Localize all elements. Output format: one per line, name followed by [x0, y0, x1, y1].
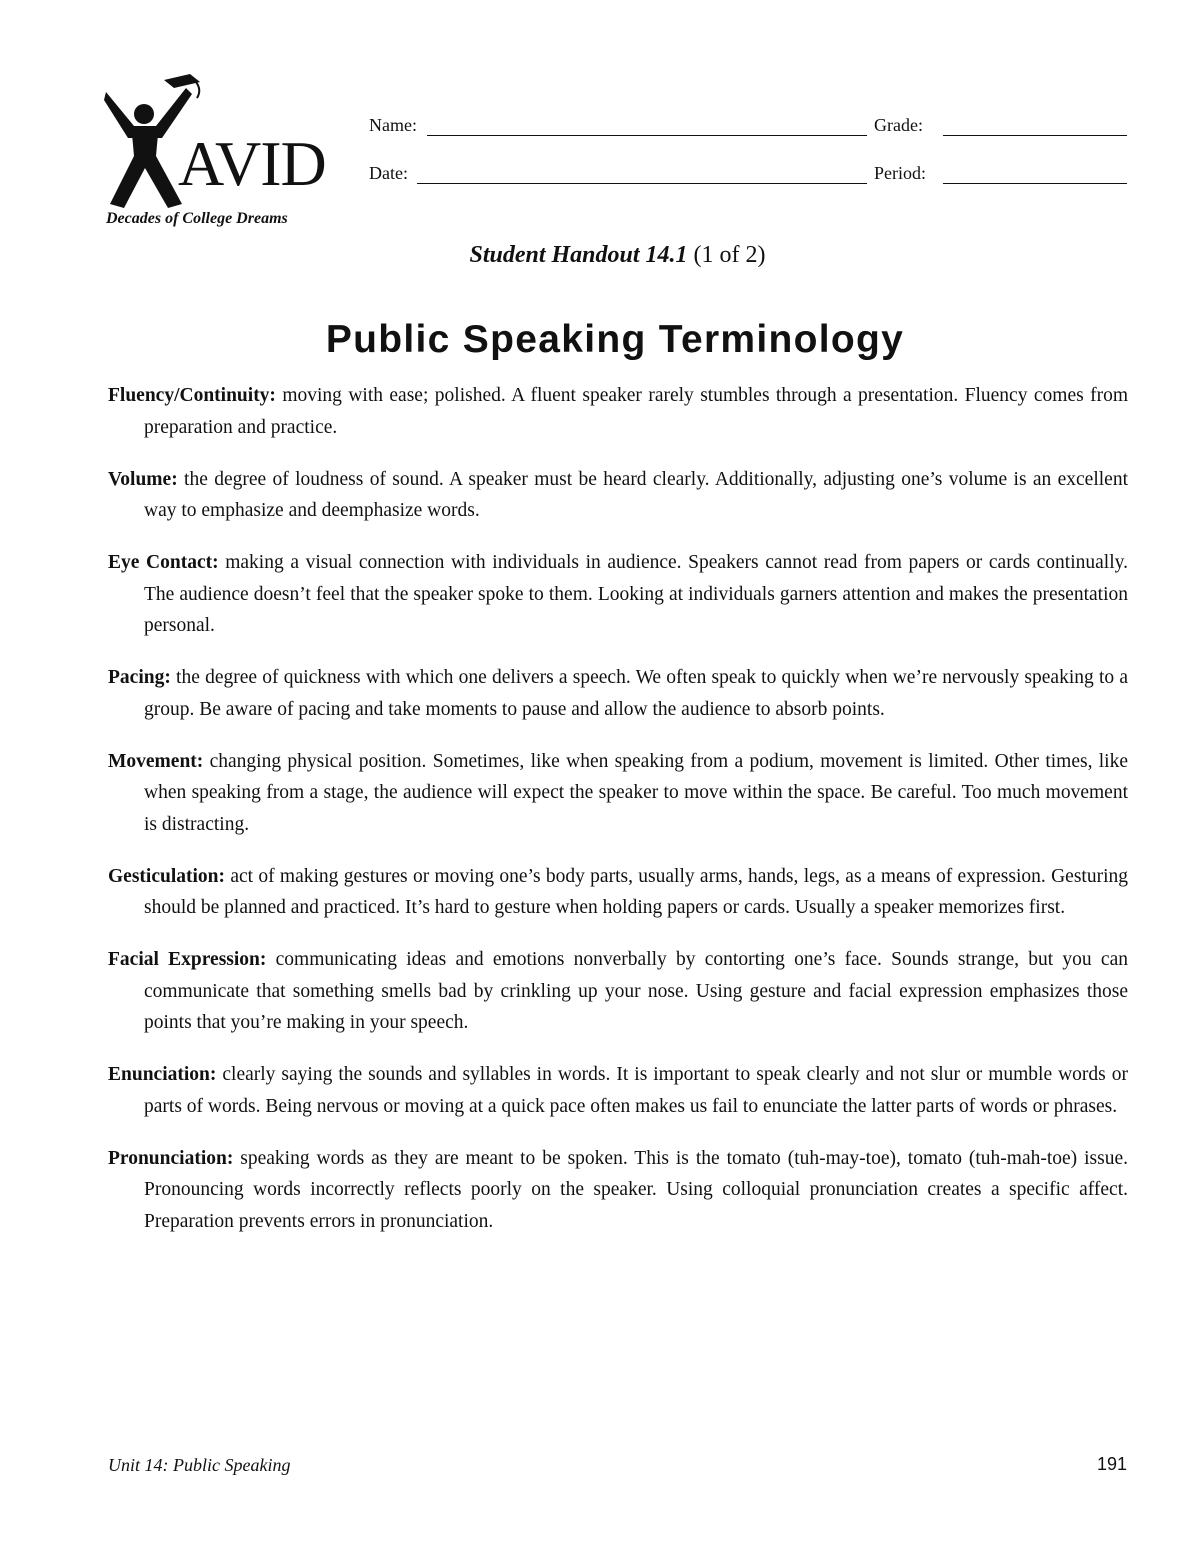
logo-tagline: Decades of College Dreams: [106, 210, 288, 227]
handout-title: Student Handout 14.1: [469, 242, 688, 268]
period-label: Period:: [874, 163, 926, 183]
period-field[interactable]: [943, 182, 1127, 184]
grade-field[interactable]: [943, 134, 1127, 136]
date-period-row: [369, 160, 1129, 190]
handout-page-note: (1 of 2): [693, 242, 766, 268]
term-entry-volume: [108, 464, 1128, 527]
name-label: Name:: [369, 115, 417, 135]
term-entry-gesticulation: [108, 861, 1128, 924]
term-definition: the degree of quickness with which one delivers a speech. We often speak to quickly when we’re nervously speaking to a group. Be aware of pacing and take moments to pause and allow the audience to absorb points.: [144, 667, 1128, 720]
term-name: Facial Expression:: [108, 949, 267, 970]
term-entry-movement: [108, 746, 1128, 841]
term-definition: making a visual connection with individuals in audience. Speakers cannot read from papers or cards continually. The audience doesn’t feel that the speaker spoke to them. Looking at individuals garners attention and makes the presentation personal.: [144, 552, 1128, 636]
term-entry-enunciation: [108, 1059, 1128, 1122]
footer-page-number: 191: [1096, 1454, 1127, 1474]
term-definition: moving with ease; polished. A fluent speaker rarely stumbles through a presentation. Fluency comes from preparation and practice.: [144, 385, 1128, 438]
term-name: Movement:: [108, 750, 204, 772]
term-definition: communicating ideas and emotions nonverbally by contorting one’s face. Sounds strange, but you can communicate that something smells bad by crinkling up your nose. Using gesture and facial expression emphasizes those points that you’re making in your speech.: [144, 949, 1128, 1033]
date-label: Date:: [369, 163, 408, 183]
term-entry-fluency: [108, 380, 1128, 443]
term-definition: changing physical position. Sometimes, like when speaking from a podium, movement is limited. Other times, like when speaking from a stage, the audience will expect the speaker to move within the space. Be careful. Too much movement is distracting.: [144, 750, 1128, 835]
terms-list: [108, 380, 1128, 1258]
handout-heading: [0, 242, 1200, 269]
term-definition: clearly saying the sounds and syllables in words. It is important to speak clearly and not slur or mumble words or parts of words. Being nervous or moving at a quick pace often makes us fail to enunciate the latter parts of words or phrases.: [144, 1064, 1129, 1117]
term-entry-facial-expression: [108, 944, 1128, 1039]
term-name: Pacing:: [108, 667, 171, 688]
term-definition: speaking words as they are meant to be spoken. This is the tomato (tuh-may-toe), tomato (tuh-mah-toe) issue. Pronouncing words incorrectly reflects poorly on the speaker. Using colloquial pronunciation creates a specific affect. Preparation prevents errors in pronunciation.: [144, 1147, 1128, 1232]
term-name: Enunciation:: [108, 1064, 217, 1085]
avid-logo: [104, 72, 354, 232]
term-entry-pronunciation: [108, 1143, 1128, 1238]
footer-unit: Unit 14: Public Speaking: [108, 1455, 291, 1475]
term-name: Gesticulation:: [108, 865, 225, 887]
name-field[interactable]: [427, 134, 867, 136]
term-definition: the degree of loudness of sound. A speaker must be heard clearly. Additionally, adjusting one’s volume is an excellent way to emphasize and deemphasize words.: [144, 468, 1128, 521]
term-name: Volume:: [108, 468, 178, 490]
term-name: Pronunciation:: [108, 1147, 234, 1169]
grade-label: Grade:: [874, 115, 923, 135]
term-entry-eye-contact: [108, 547, 1128, 642]
name-grade-row: [369, 112, 1129, 142]
page-title: Public Speaking Terminology: [325, 318, 905, 361]
term-name: Fluency/Continuity:: [108, 385, 276, 406]
logo-wordmark: AVID: [178, 128, 326, 199]
term-definition: act of making gestures or moving one’s body parts, usually arms, hands, legs, as a means of expression. Gesturing should be planned and practiced. It’s hard to gesture when holding papers or cards. Usually a speaker memorizes first.: [144, 865, 1129, 918]
term-name: Eye Contact:: [108, 552, 219, 573]
date-field[interactable]: [417, 182, 867, 184]
term-entry-pacing: [108, 662, 1128, 725]
